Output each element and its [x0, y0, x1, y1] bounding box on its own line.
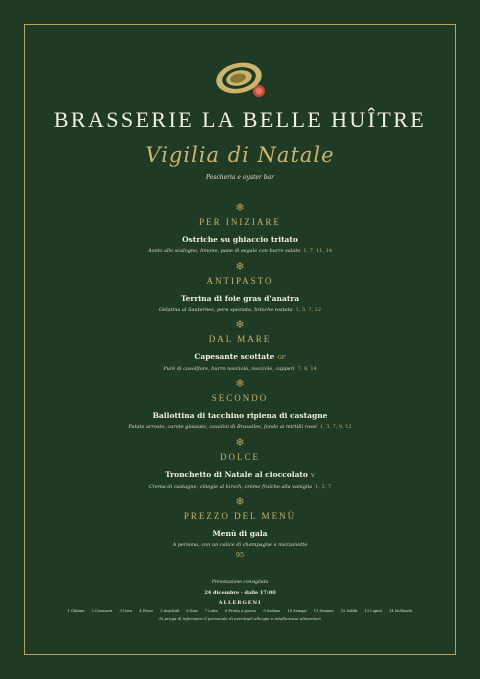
allergy-note: Si prega di informare il personale di eventuali allergie o intolleranze alimentari: [159, 616, 321, 621]
section-title: SECONDO: [211, 393, 269, 403]
dish-name: [0, 529, 480, 539]
allergen-item: 9 Sedano: [263, 609, 281, 613]
dish-description-text: Patate arrosto, carote glassate, cavolini di Bruxelles, fondo ai mirtilli rossi: [128, 424, 317, 430]
allergen-item: 3 Uova: [119, 609, 133, 613]
dish-name-text: Ballottina di tacchino ripiena di castagne: [152, 411, 328, 420]
allergen-item: 5 Arachidi: [160, 609, 180, 613]
dish-description-text: Gelatina al Sauternes, pera speziata, brioche tostata: [158, 307, 293, 313]
allergen-item: 7 Latte: [204, 609, 218, 613]
snowflake-icon: ❄: [235, 495, 245, 508]
dish-name: [0, 352, 480, 363]
dietary-tag: V: [310, 473, 315, 479]
section-title: PREZZO DEL MENÙ: [183, 511, 297, 521]
dish-name: [0, 294, 480, 304]
dish-name-text: Menù di gala: [212, 529, 268, 538]
allergen-item: 2 Crostacei: [91, 609, 113, 613]
allergen-legend: [0, 609, 480, 613]
dish-name: [0, 411, 480, 421]
dish-description: [0, 306, 480, 314]
allergen-numbers: 1, 7, 11, 14: [303, 248, 333, 254]
event-date: 24 dicembre · dalle 17:00: [204, 590, 276, 596]
allergen-item: 11 Sesamo: [313, 609, 334, 613]
dish-name-text: Capesante scottate: [194, 352, 275, 361]
dish-name-text: Ostriche su ghiaccio tritato: [182, 235, 298, 244]
menu-section: [0, 438, 480, 491]
allergen-numbers: 1, 3, 7, 12: [295, 307, 322, 313]
allergen-item: 6 Soia: [186, 609, 198, 613]
section-title: DAL MARE: [208, 334, 272, 344]
allergens-title: ALLERGENI: [218, 600, 262, 606]
allergen-item: 1 Glutine: [67, 609, 85, 613]
snowflake-icon: ❄: [235, 260, 245, 273]
restaurant-name: BRASSERIE LA BELLE HUÎTRE: [53, 107, 427, 132]
dish-description-text: Purè di cavolfiore, burro nocciola, nocciole, capperi: [163, 366, 295, 372]
tagline: Pescheria e oyster bar: [205, 174, 274, 181]
section-title: ANTIPASTO: [206, 276, 274, 286]
oyster-logo-icon: [212, 58, 270, 100]
allergen-item: 14 Molluschi: [388, 609, 413, 613]
snowflake-icon: ❄: [235, 318, 245, 331]
allergen-numbers: 1, 3, 7: [315, 484, 332, 490]
dish-description: [0, 541, 480, 549]
dish-name-text: Tronchetto di Natale al cioccolato: [165, 470, 308, 479]
menu-price: 95: [235, 551, 245, 559]
allergen-item: 12 Solfiti: [340, 609, 358, 613]
dish-description: [0, 247, 480, 255]
allergen-item: 4 Pesce: [139, 609, 154, 613]
menu-footer: [0, 580, 480, 621]
snowflake-icon: ❄: [235, 436, 245, 449]
event-title: Vigilia di Natale: [145, 143, 335, 167]
menu-section: [0, 262, 480, 314]
dish-name: [0, 235, 480, 245]
dish-description-text: A persona, con un calice di champagne a mezzanotte: [172, 542, 308, 548]
snowflake-icon: ❄: [235, 201, 245, 214]
allergen-numbers: 1, 3, 7, 9, 12: [319, 424, 352, 430]
menu-section: [0, 320, 480, 373]
dish-name-text: Terrina di foie gras d'anatra: [180, 294, 300, 303]
allergen-item: 8 Frutta a guscio: [224, 609, 257, 613]
allergen-numbers: 7, 8, 14: [297, 366, 317, 372]
snowflake-icon: ❄: [235, 377, 245, 390]
menu-section: [0, 497, 480, 559]
allergen-item: 13 Lupini: [364, 609, 382, 613]
allergen-item: 10 Senape: [287, 609, 307, 613]
dish-description: [0, 483, 480, 491]
reservation-note: Prenotazione consigliata: [211, 580, 269, 585]
dish-name: [0, 470, 480, 481]
section-title: DOLCE: [220, 452, 260, 462]
dish-description-text: Crema di castagne, ciliegie al kirsch, crème fraîche alla vaniglia: [148, 484, 313, 490]
dish-description: [0, 365, 480, 373]
dietary-tag: GF: [277, 355, 286, 361]
section-title: PER INIZIARE: [199, 217, 281, 227]
dish-description: [0, 423, 480, 431]
menu-section: [0, 379, 480, 431]
dish-description-text: Aceto allo scalogno, limone, pane di segale con burro salato: [147, 248, 301, 254]
menu-section: [0, 203, 480, 255]
